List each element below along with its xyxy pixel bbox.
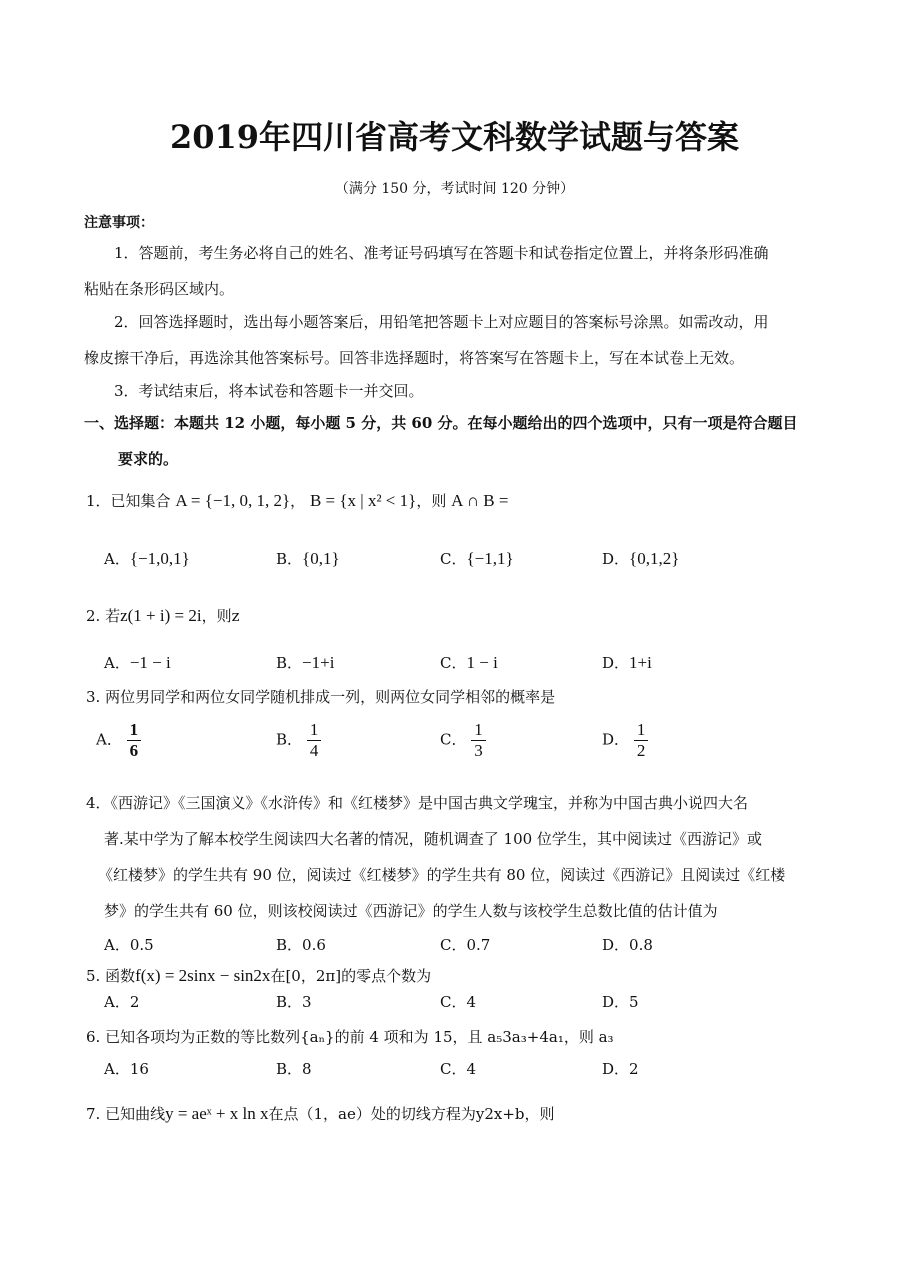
q1-option-c[interactable]: C．{−1,1} (440, 549, 514, 568)
section-heading-cont: 要求的。 (118, 450, 179, 468)
q2-option-c[interactable]: C．1 − i (440, 653, 498, 672)
notice-item-3: 3．考试结束后，将本试卷和答题卡一并交回。 (114, 382, 424, 400)
question-4-line-2: 著.某中学为了解本校学生阅读四大名著的情况，随机调查了 100 位学生，其中阅读过《西游记》或 (104, 830, 762, 848)
question-1 (86, 490, 508, 511)
q1-expr: A ∩ B = (451, 491, 509, 510)
q6-option-b[interactable]: B．8 (276, 1060, 312, 1078)
q4-option-d[interactable]: D．0.8 (602, 936, 653, 954)
notice-item-2: 2．回答选择题时，选出每小题答案后，用铅笔把答题卡上对应题目的答案标号涂黑。如需改动，用 (114, 313, 769, 331)
q5-option-a[interactable]: A．2 (104, 993, 140, 1011)
q4-option-a[interactable]: A．0.5 (104, 936, 154, 954)
q2-suffix: ，则z (201, 607, 240, 625)
q1-option-d[interactable]: D．{0,1,2} (602, 549, 680, 568)
q1-option-b[interactable]: B．{0,1} (276, 549, 340, 568)
q7-expr: y = aeˣ + x ln x (165, 1104, 269, 1123)
notice-heading: 注意事项： (84, 215, 154, 231)
q1-option-a[interactable]: A．{−1,0,1} (104, 549, 190, 568)
notice-item-2-cont: 橡皮擦干净后，再选涂其他答案标号。回答非选择题时，将答案写在答题卡上，写在本试卷上无效。 (84, 349, 745, 367)
q3-option-b[interactable]: B． $\frac{1}{4}$ (276, 720, 321, 761)
question-4-line-4: 梦》的学生共有 60 位，则该校阅读过《西游记》的学生人数与该校学生总数比值的估计值为 (104, 902, 718, 920)
notice-item-1: 1．答题前，考生务必将自己的姓名、准考证号码填写在答题卡和试卷指定位置上，并将条形码准确 (114, 244, 769, 262)
question-2 (86, 605, 240, 626)
q3-option-a[interactable]: A． $\frac{1}{6}$ (96, 720, 141, 761)
question-7: 7. 已知曲线y = aeˣ + x ln x在点（1，ae）处的切线方程为y2x+b，则 (86, 1104, 555, 1123)
q6-option-c[interactable]: C．4 (440, 1060, 477, 1078)
fraction: $\frac{1}{3}$ (471, 720, 486, 761)
q2-option-d[interactable]: D．1+i (602, 653, 652, 672)
fraction: $\frac{1}{2}$ (634, 720, 649, 761)
page-title: 2019年四川省高考文科数学试题与答案 (169, 118, 740, 156)
q3-option-d[interactable]: D． $\frac{1}{2}$ (602, 720, 648, 761)
q2-prefix: 2. 若 (86, 607, 121, 625)
q1-mid: ，则 (416, 492, 447, 510)
q5-option-c[interactable]: C．4 (440, 993, 477, 1011)
q6-option-a[interactable]: A．16 (104, 1060, 149, 1078)
q4-option-c[interactable]: C．0.7 (440, 936, 491, 954)
q5-option-d[interactable]: D．5 (602, 993, 639, 1011)
exam-info: （满分 150 分，考试时间 120 分钟） (334, 181, 575, 197)
q2-option-a[interactable]: A．−1 − i (104, 653, 171, 672)
q5-expr: f(x) = 2sinx − sin2x (135, 966, 271, 985)
q3-option-c[interactable]: C． $\frac{1}{3}$ (440, 720, 486, 761)
section-heading: 一、选择题：本题共 12 小题，每小题 5 分，共 60 分。在每小题给出的四个选项中，只有一项是符合题目 (84, 414, 798, 432)
question-3: 3. 两位男同学和两位女同学随机排成一列，则两位女同学相邻的概率是 (86, 688, 556, 706)
question-4: 4．《西游记》《三国演义》《水浒传》和《红楼梦》是中国古典文学瑰宝，并称为中国古典小说四大名 (86, 794, 749, 812)
fraction: $\frac{1}{4}$ (307, 720, 322, 761)
fraction: $\frac{1}{6}$ (127, 720, 142, 761)
notice-item-1-cont: 粘贴在条形码区域内。 (84, 280, 235, 298)
q1-prefix: 1．已知集合 (86, 492, 171, 510)
q1-set-b: B = {x | x² < 1} (309, 491, 417, 510)
q5-option-b[interactable]: B．3 (276, 993, 312, 1011)
question-5: 5. 函数f(x) = 2sinx − sin2x在[0，2π]的零点个数为 (86, 966, 432, 985)
q4-option-b[interactable]: B．0.6 (276, 936, 326, 954)
q6-option-d[interactable]: D．2 (602, 1060, 639, 1078)
question-6: 6. 已知各项均为正数的等比数列{aₙ}的前 4 项和为 15，且 a₅3a₃+4a₁，则 a₃ (86, 1028, 614, 1046)
q1-set-a: A = {−1, 0, 1, 2} (175, 491, 291, 510)
q2-expr: z(1 + i) = 2i (120, 606, 202, 625)
q2-option-b[interactable]: B．−1+i (276, 653, 335, 672)
q1-sep: ， (290, 492, 306, 510)
question-4-line-3: 《红楼梦》的学生共有 90 位，阅读过《红楼梦》的学生共有 80 位，阅读过《西游记》且阅读过《红楼 (98, 866, 786, 884)
